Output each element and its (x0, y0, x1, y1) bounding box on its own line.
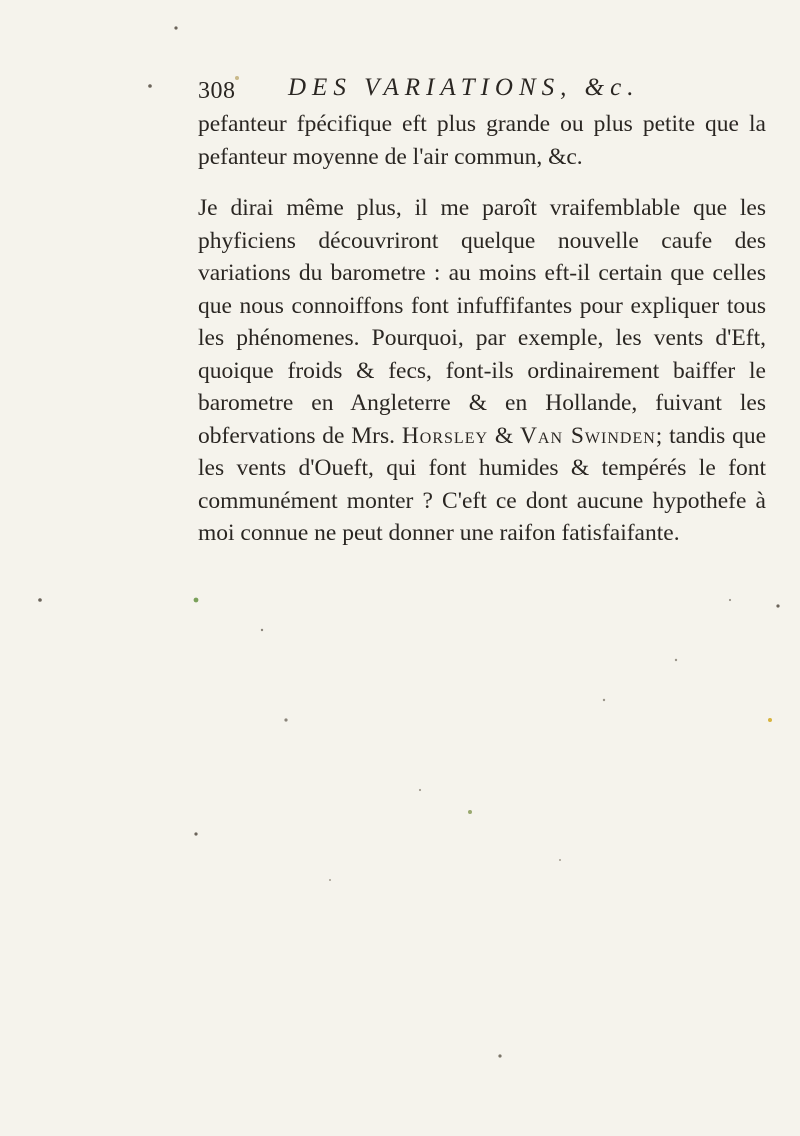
running-title: DES VARIATIONS, &c. (288, 74, 640, 101)
paragraph-2-start: Je dirai même plus, il me paroît vraifemblable que les phyficiens découvriront quelque nouvelle caufe des variations du barometre : au moins eft-il certain que celles que nous connoiffons font infuffifantes pour expliquer tous les phénomenes. Pourquoi, par exemple, les vents d'Eft, quoique froids & fecs, font-ils ordinairement baiffer le barometre en Angleterre & en Hollande, fuivant les obfervations de Mrs. (198, 195, 766, 449)
paragraph-1: pefanteur fpécifique eft plus grande ou plus petite que la pefanteur moyenne de l'air commun, &c. (198, 111, 766, 170)
paragraph-2-end: ; tandis que les vents d'Oueft, qui font humides & tempérés le font communément monter ? C'eft ce dont aucune hypothefe à moi connue ne peut donner une raifon fatisfaifante. (198, 422, 766, 546)
body-text (198, 108, 766, 550)
connector: & (494, 422, 514, 449)
paragraph-2 (198, 192, 766, 550)
author-name-horsley: Horsley (401, 422, 489, 449)
author-name-van-swinden: Van Swinden (519, 422, 656, 449)
page-number: 308 (198, 78, 236, 104)
running-head (198, 58, 768, 104)
